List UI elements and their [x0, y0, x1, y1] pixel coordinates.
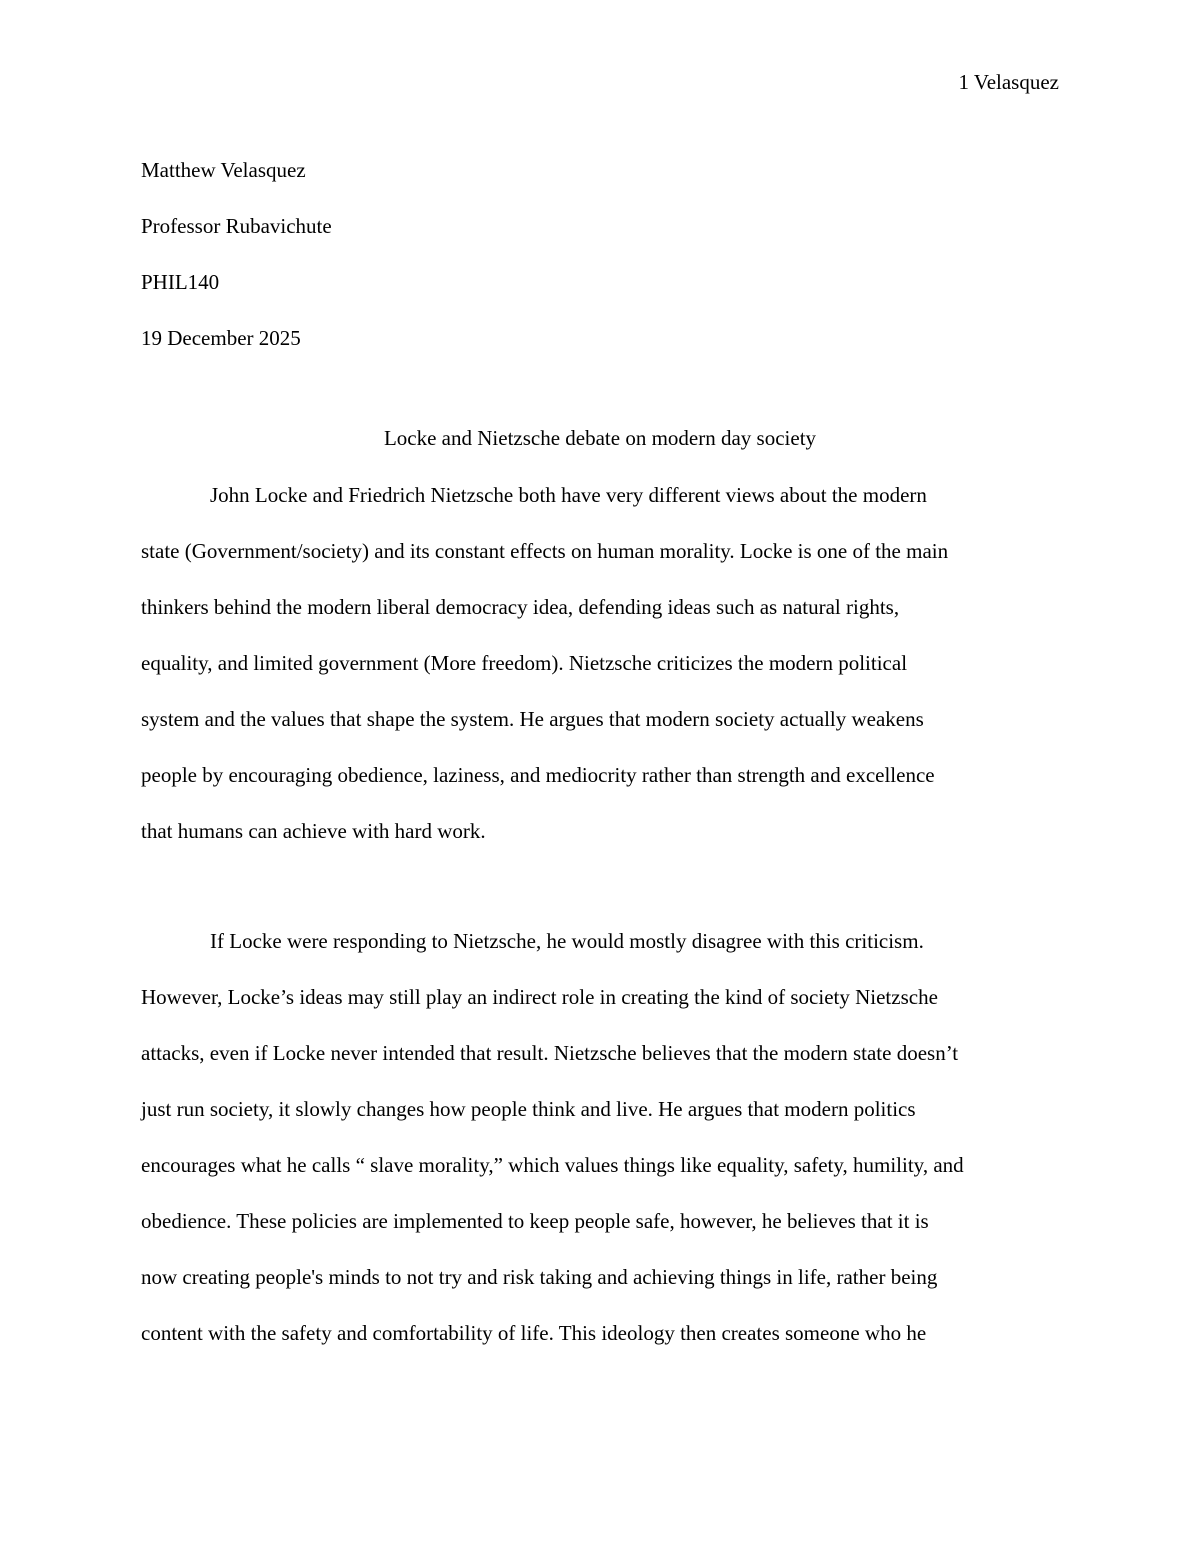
paragraph-line: obedience. These policies are implemented to keep people safe, however, he believes that it is [141, 1209, 929, 1233]
paragraph-line: attacks, even if Locke never intended that result. Nietzsche believes that the modern state doesn’t [141, 1041, 959, 1065]
paragraph-2 [141, 913, 1059, 1361]
paragraph-line: However, Locke’s ideas may still play an indirect role in creating the kind of society Nietzsche [141, 985, 938, 1009]
author-name: Matthew Velasquez [141, 158, 306, 182]
running-head: 1 Velasquez [958, 70, 1059, 94]
paragraph-line: that humans can achieve with hard work. [141, 819, 486, 843]
date: 19 December 2025 [141, 326, 301, 350]
paragraph-line: encourages what he calls “ slave morality,” which values things like equality, safety, humility, and [141, 1153, 964, 1177]
paragraph-line: content with the safety and comfortability of life. This ideology then creates someone who he [141, 1321, 927, 1345]
paragraph-line: people by encouraging obedience, laziness, and mediocrity rather than strength and excellence [141, 763, 935, 787]
paragraph-line: thinkers behind the modern liberal democracy idea, defending ideas such as natural rights, [141, 595, 900, 619]
paragraph-line: just run society, it slowly changes how people think and live. He argues that modern politics [141, 1097, 916, 1121]
paragraph-line: If Locke were responding to Nietzsche, he would mostly disagree with this criticism. [210, 929, 924, 953]
paragraph-line: state (Government/society) and its constant effects on human morality. Locke is one of the main [141, 539, 949, 563]
paragraph-1 [141, 467, 1059, 859]
essay-title: Locke and Nietzsche debate on modern day society [383, 426, 817, 450]
professor-name: Professor Rubavichute [141, 214, 332, 238]
paragraph-line: system and the values that shape the system. He argues that modern society actually weakens [141, 707, 924, 731]
paragraph-line: John Locke and Friedrich Nietzsche both have very different views about the modern [210, 483, 927, 507]
paragraph-line: now creating people's minds to not try and risk taking and achieving things in life, rather being [141, 1265, 938, 1289]
paragraph-line: equality, and limited government (More freedom). Nietzsche criticizes the modern political [141, 651, 908, 675]
course-code: PHIL140 [141, 270, 220, 294]
heading-block [141, 142, 1059, 366]
